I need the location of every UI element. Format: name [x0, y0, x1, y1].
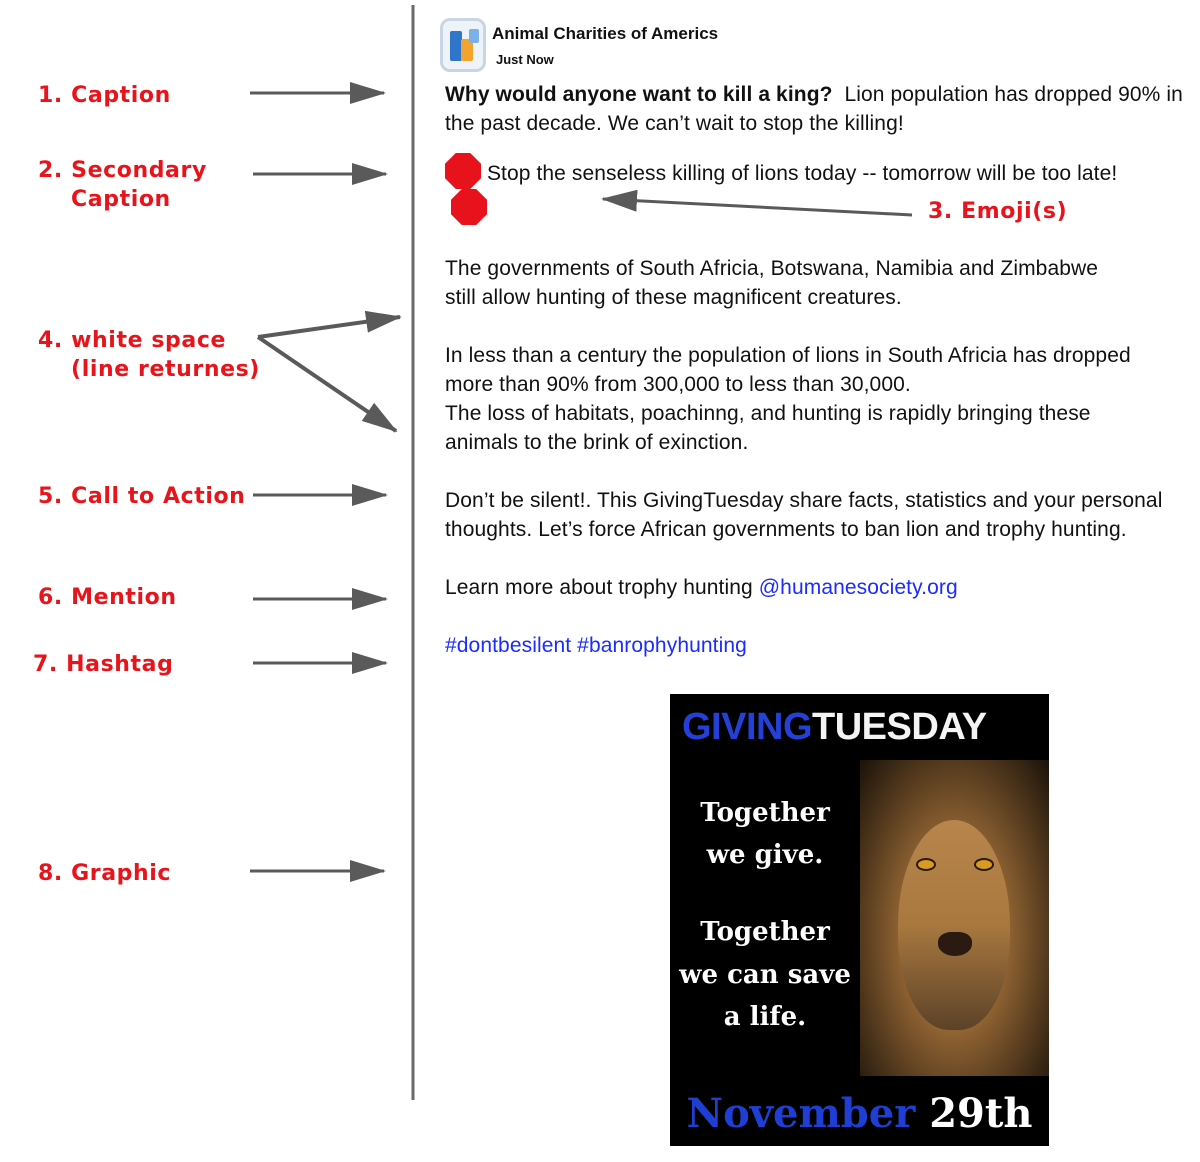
stop-sign-emoji-icon [451, 189, 487, 225]
graphic-line: Together [700, 917, 830, 947]
avatar-logo-shape [469, 29, 479, 43]
graphic-date [670, 1090, 1049, 1137]
graphic-line: a life. [723, 1002, 807, 1032]
post-paragraph-governments: The governments of South Africia, Botswana, Namibia and Zimbabwe still allow hunting of these magnificent creatures. [445, 257, 1099, 309]
page-name[interactable]: Animal Charities of Americs [492, 24, 719, 43]
post-caption [445, 80, 1190, 138]
post-secondary-caption [445, 153, 1145, 225]
label-caption: 1. Caption [38, 83, 171, 108]
caption-bold: Why would anyone want to kill a king? [445, 83, 833, 106]
post-call-to-action: Don’t be silent!. This GivingTuesday share facts, statistics and your personal thoughts. Let’s force African governments to ban lion and trophy hunting. [445, 489, 1163, 541]
graphic-line: we give. [706, 840, 824, 870]
lion-face [898, 820, 1010, 1030]
arrow-white-space-upper [258, 317, 400, 337]
page-avatar[interactable] [440, 18, 486, 72]
giving-tuesday-graphic[interactable] [670, 694, 1049, 1146]
graphic-title [682, 706, 987, 749]
post-hashtags[interactable]: #dontbesilent #banrophyhunting [445, 634, 747, 657]
graphic-date-month: November [686, 1090, 916, 1137]
lion-eye [918, 860, 934, 869]
post-paragraph-population: In less than a century the population of lions in South Africia has dropped more than 90% from 300,000 to less than 30,000. [445, 344, 1131, 396]
post-timestamp: Just Now [496, 52, 554, 67]
lion-photo [860, 760, 1049, 1076]
label-mention: 6. Mention [38, 585, 177, 610]
mention-link[interactable]: @humanesociety.org [758, 576, 958, 599]
lion-eye [976, 860, 992, 869]
graphic-title-tuesday: TUESDAY [812, 706, 987, 748]
mention-text: Learn more about trophy hunting [445, 576, 753, 599]
label-white-space: 4. white space (line returnes) [38, 328, 260, 382]
lion-nose [938, 932, 972, 956]
stop-sign-emoji-icon [445, 153, 481, 189]
label-graphic: 8. Graphic [38, 861, 172, 886]
graphic-line: we can save [679, 960, 851, 990]
secondary-caption-text: Stop the senseless killing of lions today -- tomorrow will be too late! [486, 162, 1118, 185]
caption-rest: Lion population has dropped 90% in the past decade. We can’t wait to stop the killing! [445, 83, 1183, 135]
graphic-line: Together [700, 798, 830, 828]
label-hashtag: 7. Hashtag [33, 652, 174, 677]
label-secondary-caption: 2. Secondary Caption [38, 158, 207, 212]
post-body [445, 80, 1190, 660]
arrow-white-space-lower [258, 337, 396, 431]
graphic-date-day: 29th [929, 1090, 1033, 1137]
label-emoji: 3. Emoji(s) [928, 199, 1068, 224]
label-call-to-action: 5. Call to Action [38, 484, 246, 509]
graphic-title-giving: GIVING [682, 706, 813, 748]
post-paragraph-threats: The loss of habitats, poachinng, and hunting is rapidly bringing these animals to the brink of exinction. [445, 402, 1091, 454]
post-mention [445, 573, 1190, 602]
